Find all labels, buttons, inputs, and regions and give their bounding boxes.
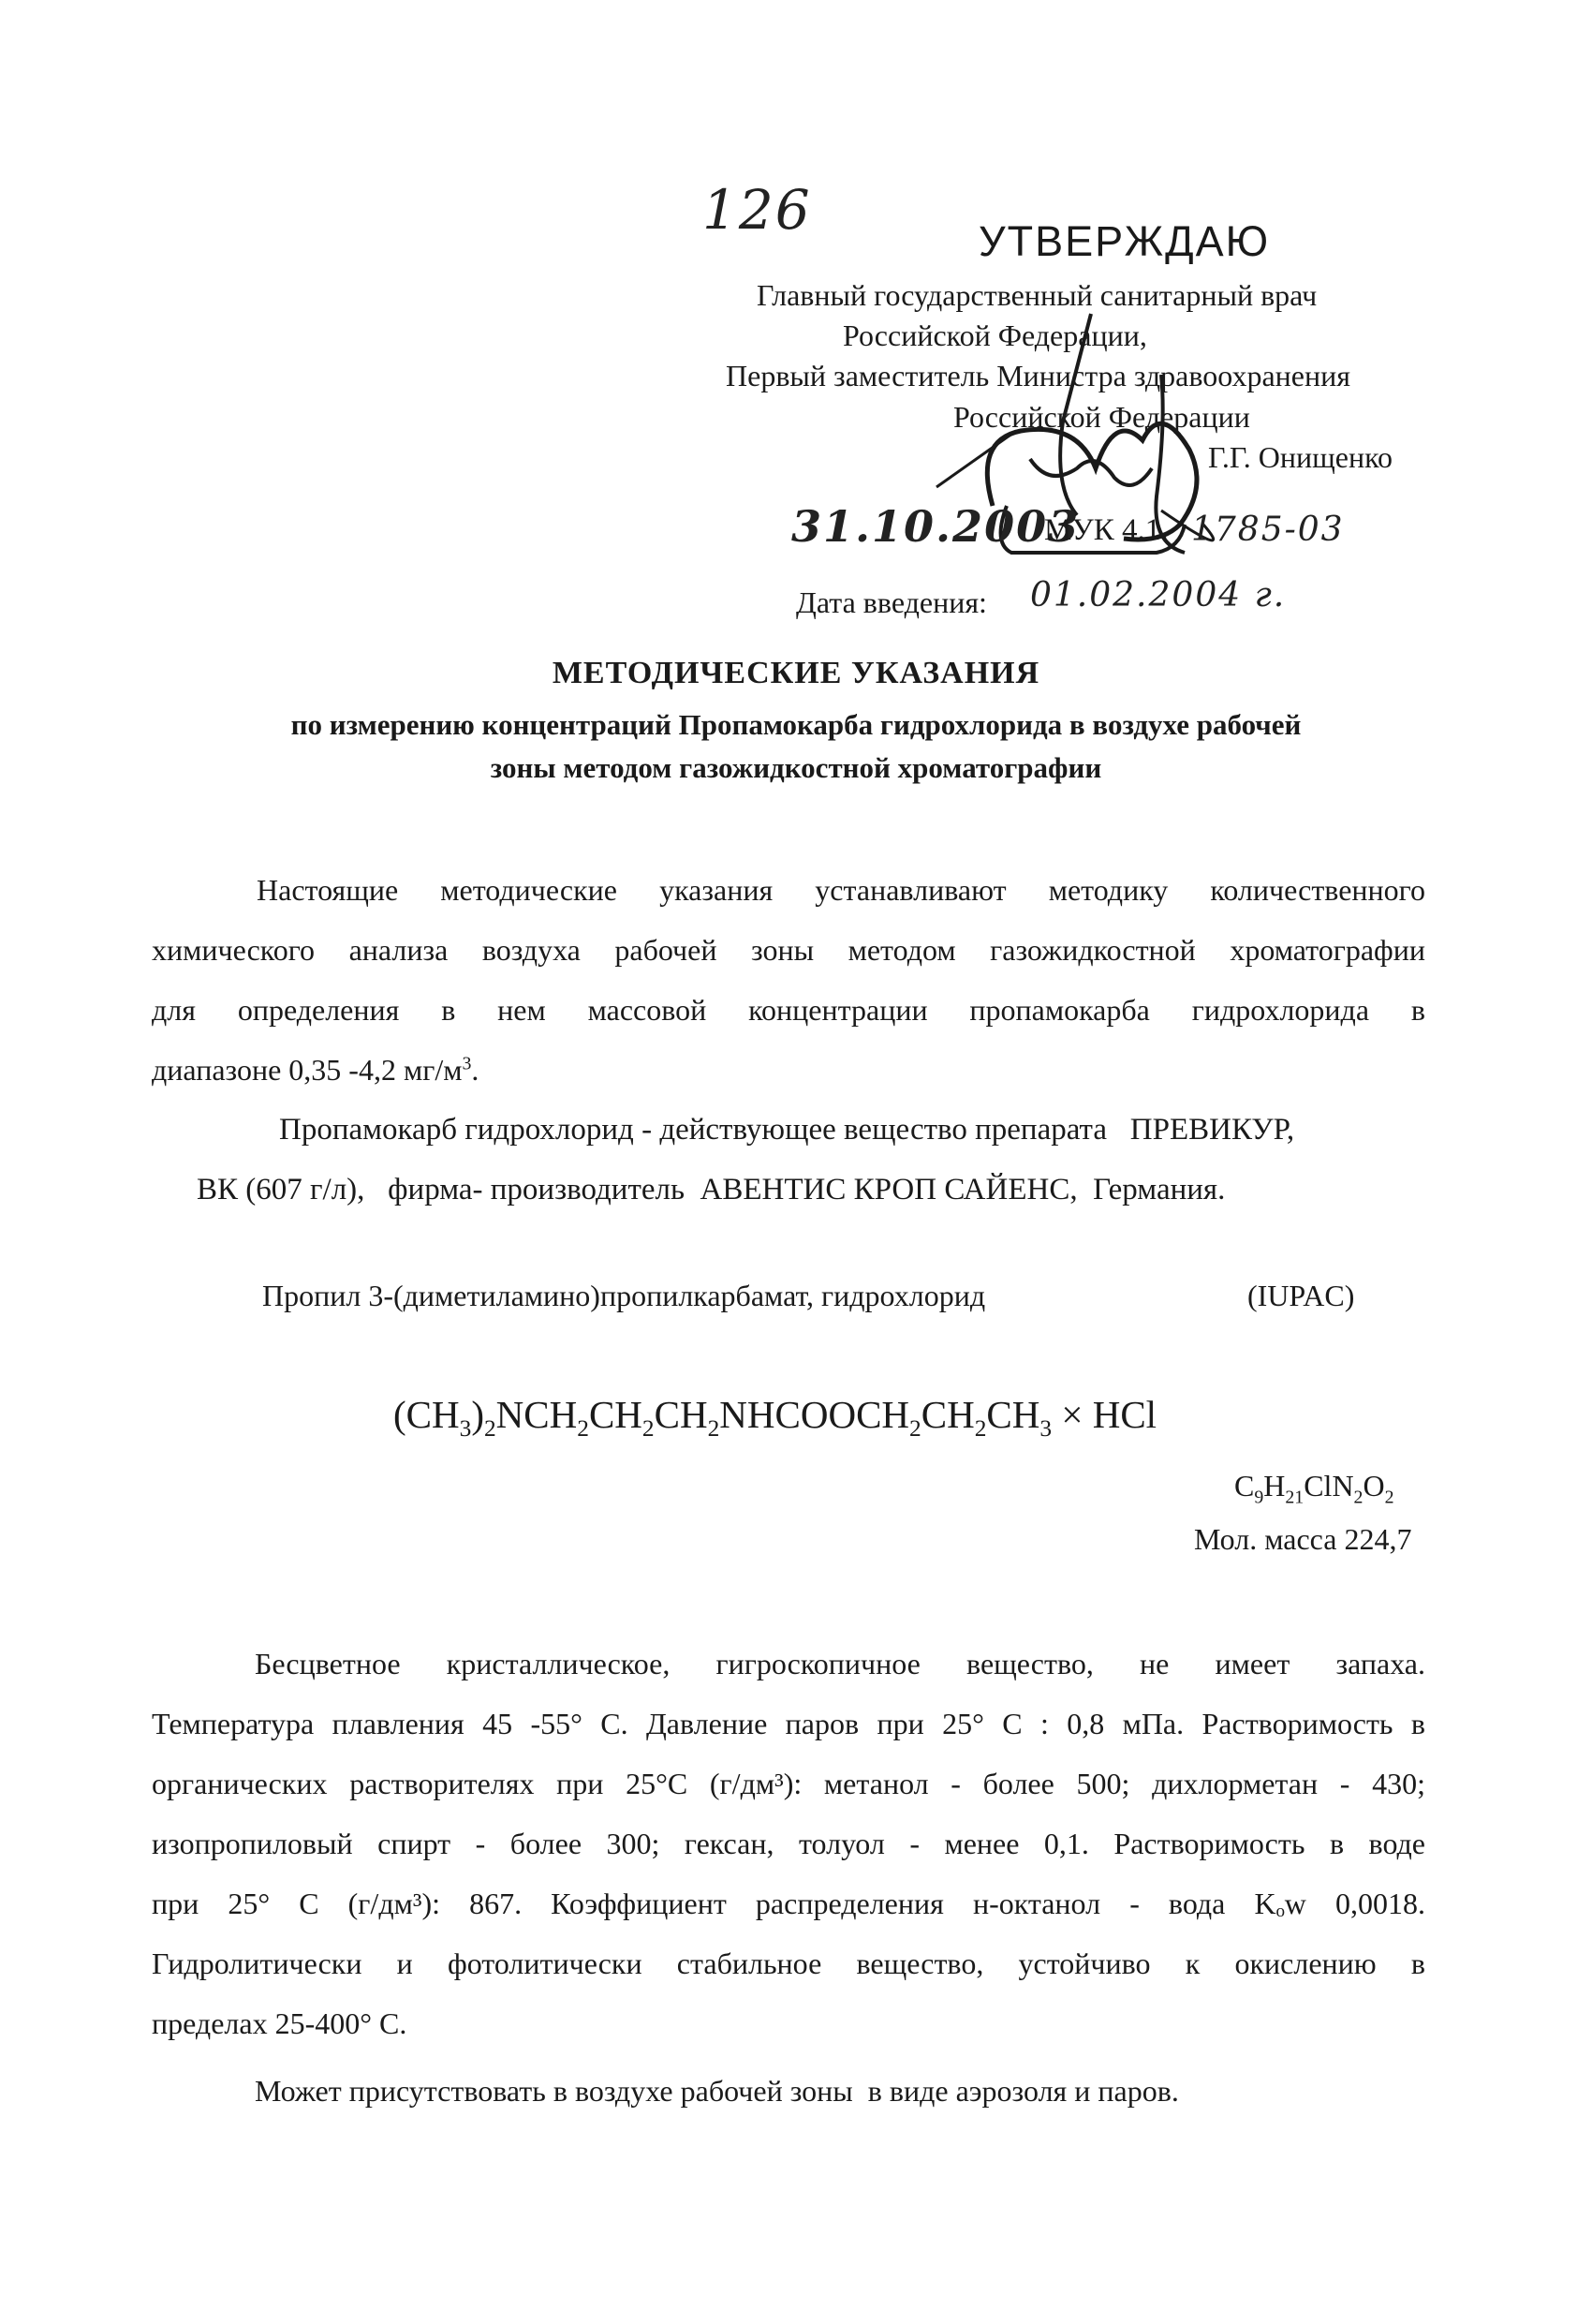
product-line-2: ВК (607 г/л), фирма- производитель АВЕНТИС КРОП САЙЕНС, Германия. [197, 1173, 1226, 1206]
signature-date: 31.10.2003 [791, 501, 1081, 552]
intro-date-label: Дата введения: [796, 585, 987, 619]
intro-line-4-end: . [471, 1053, 479, 1087]
signature-icon [0, 0, 1592, 656]
intro-line-4-text: диапазоне 0,35 -4,2 мг/м [152, 1053, 463, 1087]
approve-heading: УТВЕРЖДАЮ [979, 217, 1271, 265]
properties-line-6: Гидролитически и фотолитически стабильное вещество, устойчиво к окислению в [152, 1947, 1425, 1980]
iupac-label: (IUPAC) [1247, 1279, 1355, 1312]
properties-line-2: Температура плавления 45 -55° С. Давление паров при 25° С : 0,8 мПа. Растворимость в [152, 1707, 1425, 1740]
iupac-name: Пропил 3-(диметиламино)пропилкарбамат, гидрохлорид [262, 1279, 986, 1312]
empirical-formula: $C_9H_{21}ClN_2O_2$ [1234, 1469, 1394, 1508]
document-subtitle-line-2: зоны методом газожидкостной хроматографии [490, 751, 1102, 784]
product-line-1: Пропамокарб гидрохлорид - действующее вещество препарата ПРЕВИКУР, [279, 1113, 1295, 1147]
properties-line-7: пределах 25-400° С. [152, 2006, 407, 2040]
muk-number: 1785-03 [1191, 511, 1345, 549]
page-number: 126 [702, 178, 812, 242]
molecular-mass: Мол. масса 224,7 [1194, 1522, 1412, 1556]
properties-line-1: Бесцветное кристаллическое, гигроскопичное вещество, не имеет запаха. [255, 1647, 1425, 1680]
intro-line-4 [152, 1040, 479, 1100]
properties-line-3: органических растворителях при 25°С (г/дм³): метанол - более 500; дихлорметан - 430; [152, 1767, 1425, 1800]
properties-line-5: при 25° С (г/дм³): 867. Коэффициент распределения н-октанол - вода Kₒw 0,0018. [152, 1887, 1425, 1920]
chemical-formula: $(CH_3)_2NCH_2CH_2CH_2NHCOOCH_2CH_2CH_3$ × HCl [393, 1393, 1157, 1443]
document-subtitle-line-1: по измерению концентраций Пропамокарба гидрохлорида в воздухе рабочей [290, 708, 1302, 741]
intro-line-4-sup: 3 [462, 1053, 472, 1074]
official-name: Г.Г. Онищенко [1208, 440, 1393, 474]
official-line-1: Главный государственный санитарный врач [757, 278, 1318, 312]
official-line-3: Первый заместитель Министра здравоохранения [726, 359, 1350, 392]
aerosol-line: Может присутствовать в воздухе рабочей зоны в виде аэрозоля и паров. [255, 2074, 1179, 2108]
document-title: МЕТОДИЧЕСКИЕ УКАЗАНИЯ [552, 656, 1040, 690]
intro-date-value: 01.02.2004 г. [1030, 576, 1287, 614]
muk-label: МУК 4.1. [1044, 513, 1169, 547]
official-line-4: Российской Федерации [953, 400, 1250, 434]
intro-line-2: химического анализа воздуха рабочей зоны методом газожидкостной хроматографии [152, 933, 1425, 967]
intro-line-3: для определения в нем массовой концентрации пропамокарба гидрохлорида в [152, 993, 1425, 1027]
official-line-2: Российской Федерации, [843, 318, 1147, 352]
intro-line-1: Настоящие методические указания устанавливают методику количественного [257, 873, 1425, 907]
properties-line-4: изопропиловый спирт - более 300; гексан, толуол - менее 0,1. Растворимость в воде [152, 1827, 1425, 1860]
